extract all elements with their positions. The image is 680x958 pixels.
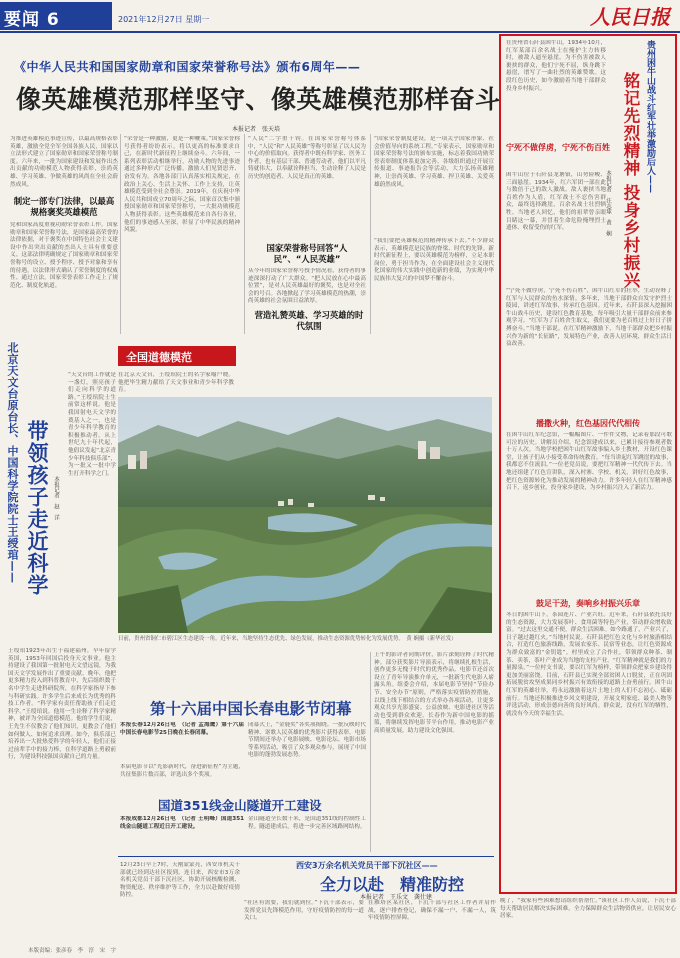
moral-text-lead: 在北京天文台，王绶琯院士的名字家喻户晓。他把毕生精力献给了天文事业和青少年科学教育。 [118, 372, 234, 394]
film-headline: 第十六届中国长春电影节闭幕 [150, 700, 352, 718]
feature-text-4: 冬日的困牛山下，茶园连片、产业兴旺。近年来，石阡县依托良好的生态资源，大力发展茶叶、食用菌等特色产业，带动群众增收致富。“过去这里交通不便，群众生活困难。如今路通了，产业兴了，日子越过越红火。”当地村民说。石阡县把红色文化与乡村旅游相结合，打造红色旅游线路，发展农家乐、民宿等业态，让红色资源成为群众致富的“金钥匙”。村里成立了合作社，带领群众种茶、制茶、卖茶，茶叶产业成为当地的支柱产业。“红军精神就是我们的力量源泉。”一位村支书说，要以红军为榜样，带领群众把家乡建设得更加美丽富饶。目前，石阡县已实现全部贫困人口脱贫，正在巩固拓展脱贫攻坚成果同乡村振兴有效衔接的道路上奋勇前行。困牛山红军的英雄壮举，将永远激励着这片土地上的人们不忘初心、砥砺前行。当地还积极推进乡风文明建设，开展文明家庭、最美人物等评选活动，形成崇德向善的良好风尚。群众说，没有红军的牺牲，就没有今天的幸福生活。 [506, 612, 672, 717]
tunnel-text: 金山隧道全长数千米，是国道351线的控制性工程。隧道建成后，将进一步完善区域路网结构。 [248, 816, 366, 830]
lead-text-col3a: “人民”二字重千钧。在国家荣誉称号体系中，“人民”和“人民英雄”等称号彰显了以人民为中心的价值取向。获得者中既有科学家、医务工作者，也有基层干部、普通劳动者，他们以平凡铸就伟大，以奉献诠释担当，生动诠释了人民是历史的创造者、人民是真正的英雄。 [248, 136, 366, 180]
column-rule [120, 134, 121, 334]
lead-text-col2: “荣誉是一种激励，更是一种鞭策。”国家荣誉称号获得者纷纷表示，将以更高的标准要求自己，在新时代新征程上继续奋斗。六年间，一系列表彰活动相继举行，功勋人物的先进事迹通过多种形式广泛传播，激励人们见贤思齐、奋发有为。各地各部门认真落实相关规定，在政治上关心、生活上关怀、工作上支持，让英雄模范受到全社会尊崇。2019年，在庆祝中华人民共和国成立70周年之际，国家首次集中颁授国家勋章和国家荣誉称号，一大批功勋模范人物获得表彰。这些英雄模范来自各行各业，他们的事迹感人至深，彰显了中华民族的精神风貌。 [124, 136, 240, 234]
lead-headline: 像英雄模范那样坚守、像英雄模范那样奋斗 [16, 85, 501, 114]
lead-byline: 本报记者 张天培 [232, 126, 281, 133]
feature-text-3: 在困牛山红军纪念馆，一幅幅图片、一件件文物，记录着那段可歌可泣的历史。讲解员介绍，纪念馆建成以来，已累计接待参观者数十万人次。当地学校把困牛山红军故事编入乡土教材，开设红色课堂，让孩子们从小接受革命传统教育。“每当讲起红军跳崖的故事，我都忍不住流泪。”一位老党员说，要把红军精神一代代传下去。当地还组建了红色宣讲队，深入村寨、学校、机关，讲好红色故事，把红色资源转化为推动发展的精神动力。许多年轻人在红军精神感召下，返乡创业，投身家乡建设，为乡村振兴注入了新活力。 [506, 432, 672, 492]
lead-text-col4b: “我们要把英雄模范的精神传承下去。”不少群众表示，英雄模范是民族的脊梁、时代的先锋。新时代新征程上，要以英雄模范为榜样，立足本职岗位，勇于担当作为，在全面建设社会主义现代化国家的伟大实践中创造新的业绩，为实现中华民族伟大复兴的中国梦不懈奋斗。 [374, 238, 494, 282]
xian-byline: 本报记者 王乐文 龚仕建 [360, 894, 433, 901]
newspaper-logo: 人民日报 [590, 5, 670, 29]
feature-text-1: 困牛山位于石阡县龙塘镇，山势险峻、三面悬崖。1934年，红六军团一部在此与数倍于己的敌人激战。敌人裹挟当地百姓作为人盾，红军战士不忍伤害群众，最终选择跳崖，百余名战士壮烈牺牲。当地老人回忆，他们的祖辈曾亲眼目睹这一幕，并冒着生命危险掩埋烈士遗体、收留受伤的红军。 [506, 172, 606, 232]
feature-byline: 本报记者 汪志球 黄 娴 [605, 170, 611, 236]
tunnel-lead: 本报成都12月26日电 （记者 王明峰）国道351线金山隧道工程近日开工建设。 [120, 816, 244, 830]
moral-byline: 本报记者 赵 洋 [53, 476, 59, 520]
xian-text-3: 在雁塔区某社区，下沉干部与社区工作者并肩作战，逐户排查登记，确保不漏一户、不漏一人，筑牢疫情防控屏障。 [368, 900, 496, 922]
lead-text-col4a: “国家荣誉制度建设，是一项关乎国家形象、社会价值导向的系统工程。”专家表示，国家勋章和国家荣誉称号法的颁布实施，标志着我国功勋荣誉表彰制度体系更加完善。各级组织通过开展宣传报道、事迹报告会等活动，大力弘扬英雄精神，让崇尚英雄、学习英雄、捍卫英雄、关爱英雄蔚然成风。 [374, 136, 494, 188]
feature-kicker: 贵州困牛山战斗红军壮举激励后人—— [645, 40, 655, 193]
film-lead: 本报长春12月26日电 （记者 孟海鹰）第十六届中国长春电影节25日晚在长春闭幕。 [120, 722, 244, 736]
lead-text-col1a: 为推进英雄模范事迹宣传，以最高规格表彰英雄，激励全党全军全国各族人民，国家以立法形式建立了国家勋章和国家荣誉称号制度。六年来，一批为国家建设和发展作出杰出贡献的功勋模范人物获得表彰，崇尚英雄、学习英雄、争做英雄的风尚在全社会蔚然成风。 [10, 136, 118, 188]
feature-subhead-1a [499, 142, 677, 154]
column-rule [370, 134, 371, 334]
film-text-1: 本届电影节以“光影新时代，奋进新征程”为主题，共征集影片数百部，评选出多个奖项。 [120, 764, 244, 778]
moral-text-1: “天文台的工作就是一盏灯，照亮孩子们走向科学的道路。”王绶琯院士生前常这样说。他是我国射电天文学的奠基人之一，也是青少年科学教育的积极推动者。从上世纪九十年代起，他倡议发起“北京青少年科技俱乐部”，为一批又一批中学生打开科学之门。 [68, 372, 116, 477]
lead-text-col3b: 从今年的国家荣誉称号授予情况看，获得者的事迹深深打动了广大群众。“把人民放在心中最高位置”，是对人民英雄最好的褒奖，也是对全社会的号召。各地掀起了学习英雄模范的热潮，崇尚英雄的社会氛围日益浓厚。 [248, 268, 366, 305]
feature-subhead-1: 宁死不做俘虏，宁死不伤百姓 [506, 143, 610, 152]
moral-text-2: 王绶琯1923年出生于福建福州，早年留学英国，1953年回国后投身天文事业。他主持建设了我国第一批射电天文望远镜，为我国天文学发展作出了重要贡献。晚年，他把更多精力投入到科普教育中，先后组织数千名中学生走进科研院所，在科学家指导下参与科研实践。许多学生后来成长为优秀的科技工作者。“科学家有责任帮助孩子们走近科学。”王绶琯说。他用一生诠释了科学家精神，被评为全国道德模范。他的学生们说，王先生不仅教会了他们知识，更教会了他们如何做人、如何追求真理。如今，俱乐部已培养出一大批热爱科学的年轻人，他们正接过前辈手中的接力棒，在科学道路上勇毅前行，为建设科技强国贡献自己的力量。 [8, 648, 116, 761]
landscape-photo-image [118, 397, 492, 633]
feature-text-2: “宁死不做俘虏，宁死不伤百姓”，困牛山红军的壮举，生动诠释了红军与人民群众的鱼水深情。多年来，当地干部群众自发守护烈士陵园，讲述红军故事，传承红色基因。近年来，石阡县深入挖掘困牛山战斗历史，建设红色教育基地，每年吸引大量干部群众前来参观学习。“红军为了百姓舍生取义，我们更要为老百姓过上好日子拼搏奋斗。”当地干部说。在红军精神激励下，当地干部群众把乡村振兴作为新的“长征路”，发展特色产业，改善人居环境，群众生活日益改善。 [506, 288, 672, 348]
landscape-photo [118, 397, 492, 633]
feature-headline: 铭记先烈精神 投身乡村振兴 [621, 72, 640, 289]
lead-subhead-3: 营造礼赞英雄、学习英雄的时代氛围 [254, 310, 364, 331]
xian-headline: 全力以赴 精准防控 [320, 875, 465, 894]
page-editors: 本版责编：张彦春 李 淳 宋 宇 [28, 948, 117, 954]
xian-text-1: 12月23日早上7时，天刚蒙蒙亮，西安市机关干部就已经到达社区报到。连日来，西安市3万余名机关党员干部下沉社区，协助开展核酸检测、物资配送、秩序维护等工作，全力以赴做好疫情防控。 [120, 862, 240, 899]
feature-subhead-3: 鼓足干劲，奏响乡村振兴乐章 [536, 599, 640, 608]
lead-kicker: 《中华人民共和国国家勋章和国家荣誉称号法》颁布6周年—— [14, 60, 361, 74]
xian-text-2: “社区有需要，我们就到位。”下沉干部表示，要发挥党员先锋模范作用，守好疫情防控的每一道关口。 [244, 900, 364, 922]
lead-subhead-2: 国家荣誉称号回答“人民”、“人民英雄” [266, 243, 348, 264]
bottom-rule [118, 856, 494, 857]
moral-vertical-head: 带领孩子走近科学 [25, 420, 49, 596]
section-tab [0, 2, 112, 30]
column-rule [244, 134, 245, 334]
lead-text-col1b: 党和国家高度重视功勋荣誉表彰工作。国家勋章和国家荣誉称号法，是国家最高荣誉的法律依据，对于褒奖在中国特色社会主义建设中作出突出贡献的杰出人士具有重要意义。这部法律明确规定了国家勋章和国家荣誉称号的设立、授予程序、授予对象和享有的待遇，以法律形式确认了荣誉制度的权威性。通过立法，国家荣誉表彰工作走上了规范化、制度化轨道。 [10, 222, 118, 289]
xian-kicker: 西安3万余名机关党员干部下沉社区—— [296, 861, 438, 870]
film-text-2: 闭幕式上，“金鹿奖”各奖项揭晓。一批反映时代精神、讴歌人民英雄的优秀影片获得表彰。电影节期间还举办了电影展映、电影论坛、电影市场等系列活动，吸引了众多观众参与，展现了中国电影的蓬勃发展态势。 [248, 722, 366, 759]
bottom-right-text: 晚了，“我家有些困难想请组织帮帮忙。”该社区工作人员说，下沉干部每天帮助居民解决实际困难，全力保障群众生活物资供应，让居民安心居家。 [500, 898, 676, 920]
feature-subhead-2: 播撒火种，红色基因代代相传 [536, 419, 640, 428]
photo-caption: 日前，贵州省铜仁市碧江区生态建设一角。近年来，当地坚持生态优先、绿色发展，推动生态资源优势转化为发展优势。 黄 娴摄（新华社发） [118, 636, 457, 642]
section-title: 要闻 6 [4, 10, 60, 30]
tunnel-headline: 国道351线金山隧道开工建设 [158, 798, 322, 813]
moral-vertical-sub: 北京天文台原台长、中国科学院院士王绶琯—— [6, 342, 19, 584]
film-text-3: 上午的影评者同期评价，影片深刻诠释了时代精神。部分获奖影片导演表示，将继续扎根生活，创作更多无愧于时代的优秀作品。电影节还首次设立了青年导演推介单元，一批新生代电影人崭露头角。组委会介绍，本届电影节坚持“节俭办节、安全办节”原则，严格落实疫情防控措施，以线上线下相结合的方式举办各项活动，让更多观众共享光影盛宴。公益放映、电影进社区等活动也受到群众欢迎。长春作为新中国电影的摇篮，将继续发挥电影节平台作用，推动电影产业高质量发展，助力建设文化强国。 [374, 652, 494, 734]
issue-date: 2021年12月27日 星期一 [118, 15, 210, 24]
masthead [0, 0, 680, 34]
moral-banner: 全国道德模范 [118, 346, 236, 366]
feature-intro: 在贵州省石阡县困牛山，1934年10月，红军某部百余名战士在掩护主力转移时，被敌人逼至悬崖。为不伤害被敌人裹挟的群众，他们宁死不屈，纵身跳下悬崖，谱写了一曲壮烈的英雄赞歌。这段红色历史，如今激励着当地干部群众投身乡村振兴。 [506, 40, 606, 92]
masthead-rule [0, 31, 680, 33]
column-rule [370, 652, 371, 852]
lead-subhead-1: 制定一部专门法律，以最高规格褒奖英雄模范 [13, 196, 115, 217]
